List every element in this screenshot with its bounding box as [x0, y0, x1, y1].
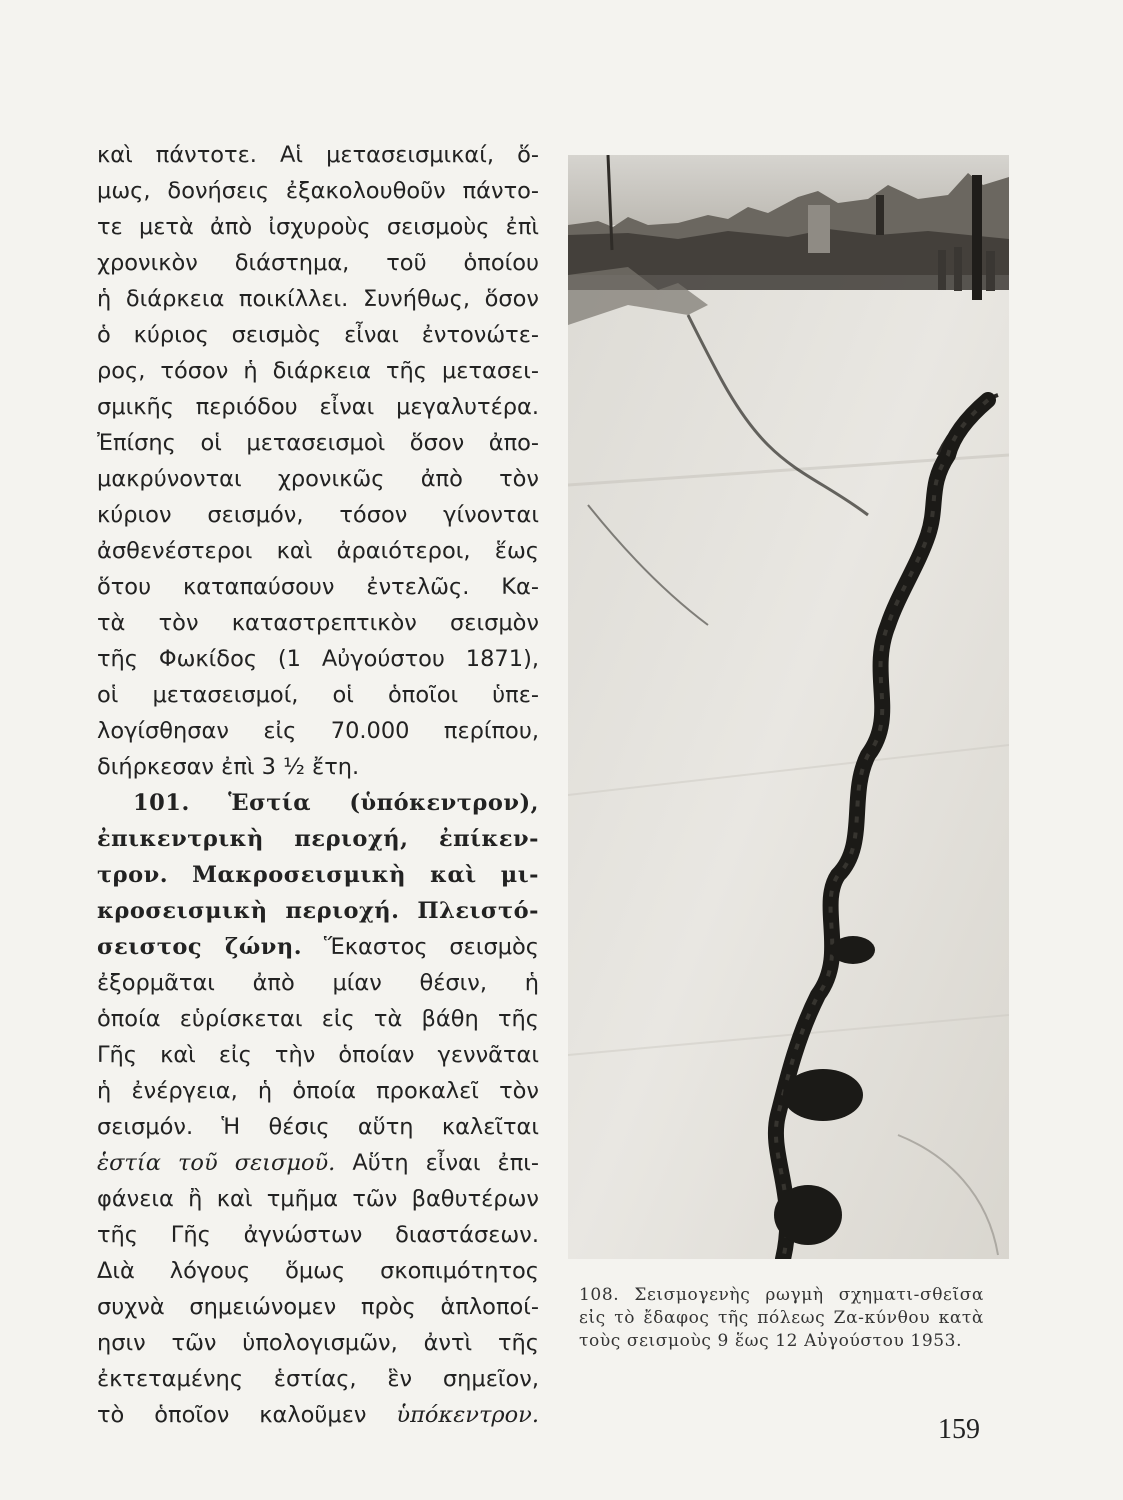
- text-line: Γῆς καὶ εἰς τὴν ὁποίαν γεννᾶται: [97, 1042, 539, 1068]
- text-line: σμικῆς περιόδου εἶναι μεγαλυτέρα.: [97, 394, 539, 420]
- text-fragment: Ἕκαστος σεισμὸς: [302, 934, 539, 960]
- section-heading: κροσεισμικὴ περιοχή. Πλειστό-: [97, 898, 539, 924]
- text-line: λογίσθησαν εἰς 70.000 περίπου,: [97, 718, 539, 744]
- text-line: διήρκεσαν ἐπὶ 3 ½ ἔτη.: [97, 754, 360, 780]
- text-line: ὅτου καταπαύσουν ἐντελῶς. Κα-: [97, 574, 539, 600]
- section-heading-line: [97, 857, 539, 893]
- text-line: ἐξορμᾶται ἀπὸ μίαν θέσιν, ἡ: [97, 970, 539, 996]
- text-line: ὁ κύριος σεισμὸς εἶναι ἐντονώτε-: [97, 322, 539, 348]
- text-line: κύριον σεισμόν, τόσον γίνονται: [97, 502, 539, 528]
- text-line: μως, δονήσεις ἐξακολουθοῦν πάντο-: [97, 178, 539, 204]
- text-fragment: τὸ ὁποῖον καλοῦμεν: [97, 1402, 367, 1428]
- text-line: ρος, τόσον ἡ διάρκεια τῆς μετασει-: [97, 358, 539, 384]
- text-line: συχνὰ σημειώνομεν πρὸς ἁπλοποί-: [97, 1294, 539, 1320]
- text-line: [97, 1397, 539, 1433]
- figure-caption: 108. Σεισμογενὴς ρωγμὴ σχηματι-σθεῖσα εἰς τὸ ἔδαφος τῆς πόλεως Ζα-κύνθου κατὰ τοὺς σεισμοὺς 9 ἕως 12 Αὐγούστου 1953.: [579, 1285, 984, 1351]
- section-heading: τρον. Μακροσεισμικὴ καὶ μι-: [97, 862, 539, 888]
- italic-term: ἑστία τοῦ σεισμοῦ.: [97, 1150, 336, 1176]
- italic-term: ὑπόκεντρον.: [396, 1402, 539, 1428]
- text-line: Διὰ λόγους ὅμως σκοπιμότητος: [97, 1258, 539, 1284]
- section-heading-line: [97, 929, 539, 965]
- text-line: χρονικὸν διάστημα, τοῦ ὁποίου: [97, 250, 539, 276]
- text-line: ὁποία εὑρίσκεται εἰς τὰ βάθη τῆς: [97, 1006, 539, 1032]
- text-fragment: Αὕτη εἶναι ἐπι-: [335, 1150, 539, 1176]
- text-line: τε μετὰ ἀπὸ ἰσχυροὺς σεισμοὺς ἐπὶ: [97, 214, 539, 240]
- text-line: ἡ ἐνέργεια, ἡ ὁποία προκαλεῖ τὸν: [97, 1078, 539, 1104]
- photo-illustration: [568, 155, 1009, 1259]
- section-heading: 101. Ἑστία (ὑπόκεντρον),: [133, 790, 539, 816]
- text-line: ἡ διάρκεια ποικίλλει. Συνήθως, ὅσον: [97, 286, 539, 312]
- text-line: ησιν τῶν ὑπολογισμῶν, ἀντὶ τῆς: [97, 1330, 539, 1356]
- text-line: Ἐπίσης οἱ μετασεισμοὶ ὅσον ἀπο-: [97, 430, 539, 456]
- text-line: τῆς Γῆς ἀγνώστων διαστάσεων.: [97, 1222, 539, 1248]
- text-line: ἀσθενέστεροι καὶ ἀραιότεροι, ἕως: [97, 538, 539, 564]
- text-line: ἐκτεταμένης ἑστίας, ἓν σημεῖον,: [97, 1366, 539, 1392]
- section-heading-line: [97, 785, 539, 821]
- text-line: φάνεια ἢ καὶ τμῆμα τῶν βαθυτέρων: [97, 1186, 539, 1212]
- text-line: [97, 1145, 539, 1181]
- text-line: μακρύνονται χρονικῶς ἀπὸ τὸν: [97, 466, 539, 492]
- text-column: [97, 137, 539, 1433]
- earthquake-crack-photo: [568, 155, 1009, 1259]
- section-heading: σειστος ζώνη.: [97, 934, 303, 960]
- section-heading-line: [97, 893, 539, 929]
- text-line: σεισμόν. Ἡ θέσις αὕτη καλεῖται: [97, 1114, 539, 1140]
- section-heading: ἐπικεντρικὴ περιοχή, ἐπίκεν-: [97, 826, 539, 852]
- text-line: τὰ τὸν καταστρεπτικὸν σεισμὸν: [97, 610, 539, 636]
- text-line: οἱ μετασεισμοί, οἱ ὁποῖοι ὑπε-: [97, 682, 539, 708]
- text-line: τῆς Φωκίδος (1 Αὐγούστου 1871),: [97, 646, 539, 672]
- text-line: καὶ πάντοτε. Αἱ μετασεισμικαί, ὅ-: [97, 142, 539, 168]
- section-heading-line: [97, 821, 539, 857]
- page-number: 159: [938, 1414, 980, 1445]
